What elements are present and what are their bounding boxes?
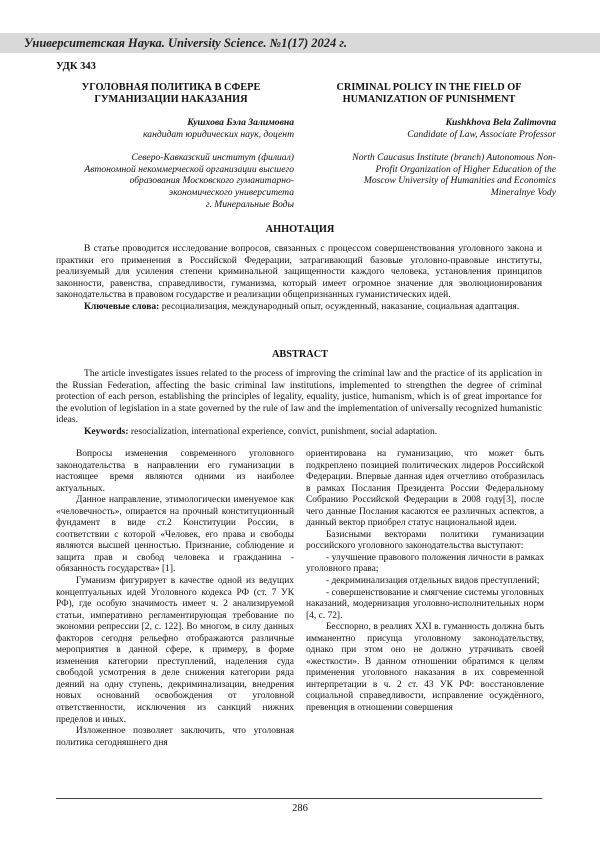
list-item: - совершенствование и смягчение системы уголовных наказаний, модернизация уголовно-исполнительных норм [4, с. 72]. <box>306 587 544 621</box>
title-ru-line-1: УГОЛОВНАЯ ПОЛИТИКА В СФЕРЕ <box>81 82 261 93</box>
title-en-line-2: HUMANIZATION OF PUNISHMENT <box>342 94 516 105</box>
journal-title: Университетская Наука. University Science. №1(17) 2024 г. <box>24 36 347 50</box>
article-title-en <box>304 82 554 106</box>
affiliation-line: г. Минеральные Воды <box>205 198 294 210</box>
keywords-text-ru: ресоциализация, международный опыт, осужденный, наказание, социальная адаптация. <box>159 300 520 312</box>
author-affiliation-ru <box>54 152 294 210</box>
body-paragraph: Базисными векторами политики гуманизации российского уголовного законодательства выступают: <box>306 529 544 552</box>
title-en-line-1: CRIMINAL POLICY IN THE FIELD OF <box>336 82 522 93</box>
author-degree-en: Candidate of Law, Associate Professor <box>407 128 556 140</box>
affiliation-line: образования Московского гуманитарно- <box>129 175 294 187</box>
footer-divider <box>56 798 542 799</box>
body-paragraph: Изложенное позволяет заключить, что уголовная политика сегодняшнего дня <box>56 726 294 748</box>
body-paragraph: Бесспорно, в реалиях XXI в. гуманность должна быть имманентно присуща уголовному законодательству, однако при этом оно не должно утрачивать своей «жесткости». В данном отношении обратимся к целям применения уголовного наказания в их современной интерпретации в ч. 2 ст. 43 УК РФ: восстановление социальной справедливости, исправление осуждённого, превенция в отношении совершения <box>306 622 544 714</box>
body-paragraph: ориентирована на гуманизацию, что может быть подкреплено позицией политических лидеров Российской Федерации. Впервые данная идея отчетливо отобразилась в рамках Послания Президента России Федеральному Собранию Российской Федерации в 2008 году[3], после чего данные Послания касаются ее различных аспектов, а данный вектор приобрел статус национальной идеи. <box>306 449 544 529</box>
article-title-ru <box>46 82 296 106</box>
author-block-en <box>316 117 556 199</box>
affiliation-line: Mineralnye Vody <box>490 186 556 198</box>
annotation-heading: АННОТАЦИЯ <box>265 224 335 235</box>
page-number: 286 <box>292 803 308 814</box>
keywords-label-en: Keywords: <box>84 425 129 437</box>
list-item: - улучшение правового положения личности в рамках уголовного права; <box>306 552 544 575</box>
affiliation-line: Moscow University of Humanities and Economics <box>363 175 556 187</box>
list-item: - декриминализация отдельных видов преступлений; <box>326 576 540 587</box>
author-name-ru: Кушхова Бэла Залимовна <box>187 117 294 128</box>
body-column-right <box>306 449 544 715</box>
affiliation-line: Profit Organization of Higher Education of the <box>375 163 556 175</box>
abstract-keywords <box>56 426 542 438</box>
author-block-ru <box>54 117 294 210</box>
annotation-section <box>56 243 542 313</box>
keywords-label-ru: Ключевые слова: <box>84 300 160 312</box>
affiliation-line: North Caucasus Institute (branch) Autonomous Non- <box>352 152 556 164</box>
author-name-en: Kushkhova Bela Zalimovna <box>445 117 556 128</box>
affiliation-line: Северо-Кавказский институт (филиал) <box>131 152 294 164</box>
abstract-text: The article investigates issues related to the process of improving the criminal law and the practice of its application in the Russian Federation, affecting the basic criminal law institutions, implemented to strengthen the degree of criminal protection of each person, establishing the principles of legality, equality, justice, humanism, which is of great importance for the evolution of legislation in a state governed by the rule of law and the implementation of universally recognized humanistic ideas. <box>56 368 542 426</box>
title-ru-line-2: ГУМАНИЗАЦИИ НАКАЗАНИЯ <box>94 94 248 105</box>
abstract-heading: ABSTRACT <box>271 349 329 360</box>
annotation-text: В статье проводится исследование вопросов, связанных с процессом совершенствования уголовного закона и практики его применения в Российской Федерации, затрагивающий базовые уголовно-правовые институты, реализуемый для усиления степени криминальной защищенности каждого человека, установления принципов законности, равенства, справедливости, гуманизма, который имеет огромное значение для эволюционирования законодательства в правовом государстве и реализации общепризнанных гуманистических идей. <box>56 243 542 301</box>
body-paragraph: Данное направление, этимологически именуемое как «человечность», опирается на прочный конституционный фундамент в виде ст.2 Конституции России, в соответствии с которой «Человек, его права и свободы являются высшей ценностью. Признание, соблюдение и защита прав и свобод человека и гражданина - обязанность государства» [1]. <box>56 495 294 575</box>
body-column-left <box>56 449 294 749</box>
author-degree-ru: кандидат юридических наук, доцент <box>143 128 294 140</box>
affiliation-line: экономического университета <box>168 186 294 198</box>
body-paragraph: Вопросы изменения современного уголовного законодательства в направлении его гуманизации в настоящее время являются одними из наиболее актуальных. <box>56 449 294 494</box>
annotation-keywords <box>56 301 542 313</box>
body-paragraph: Гуманизм фигурирует в качестве одной из ведущих концептуальных идей Уголовного кодекса РФ (ст. 7 УК РФ), где особую значимость имеет ч. 2 анализируемой статьи, императивно регламентирующая требование по экономии репрессии [2, с. 122]. Во многом, в силу данных факторов сегодня рельефно отображаются различные мероприятия в данной сфере, к примеру, в форме изменения категории преступлений, наделения суда свободой усмотрения в деле снижения категории ряда деяний на одну ступень, декриминализации, внедрения новых оснований освобождения от уголовной ответственности, исключения из санкций нижних пределов и иных. <box>56 576 294 725</box>
author-affiliation-en <box>316 152 556 198</box>
abstract-section <box>56 368 542 438</box>
udk-code: УДК 343 <box>56 61 96 72</box>
affiliation-line: Автономной некоммерческой организации высшего <box>84 163 294 175</box>
keywords-text-en: resocialization, international experience, convict, punishment, social adaptation. <box>128 425 438 437</box>
